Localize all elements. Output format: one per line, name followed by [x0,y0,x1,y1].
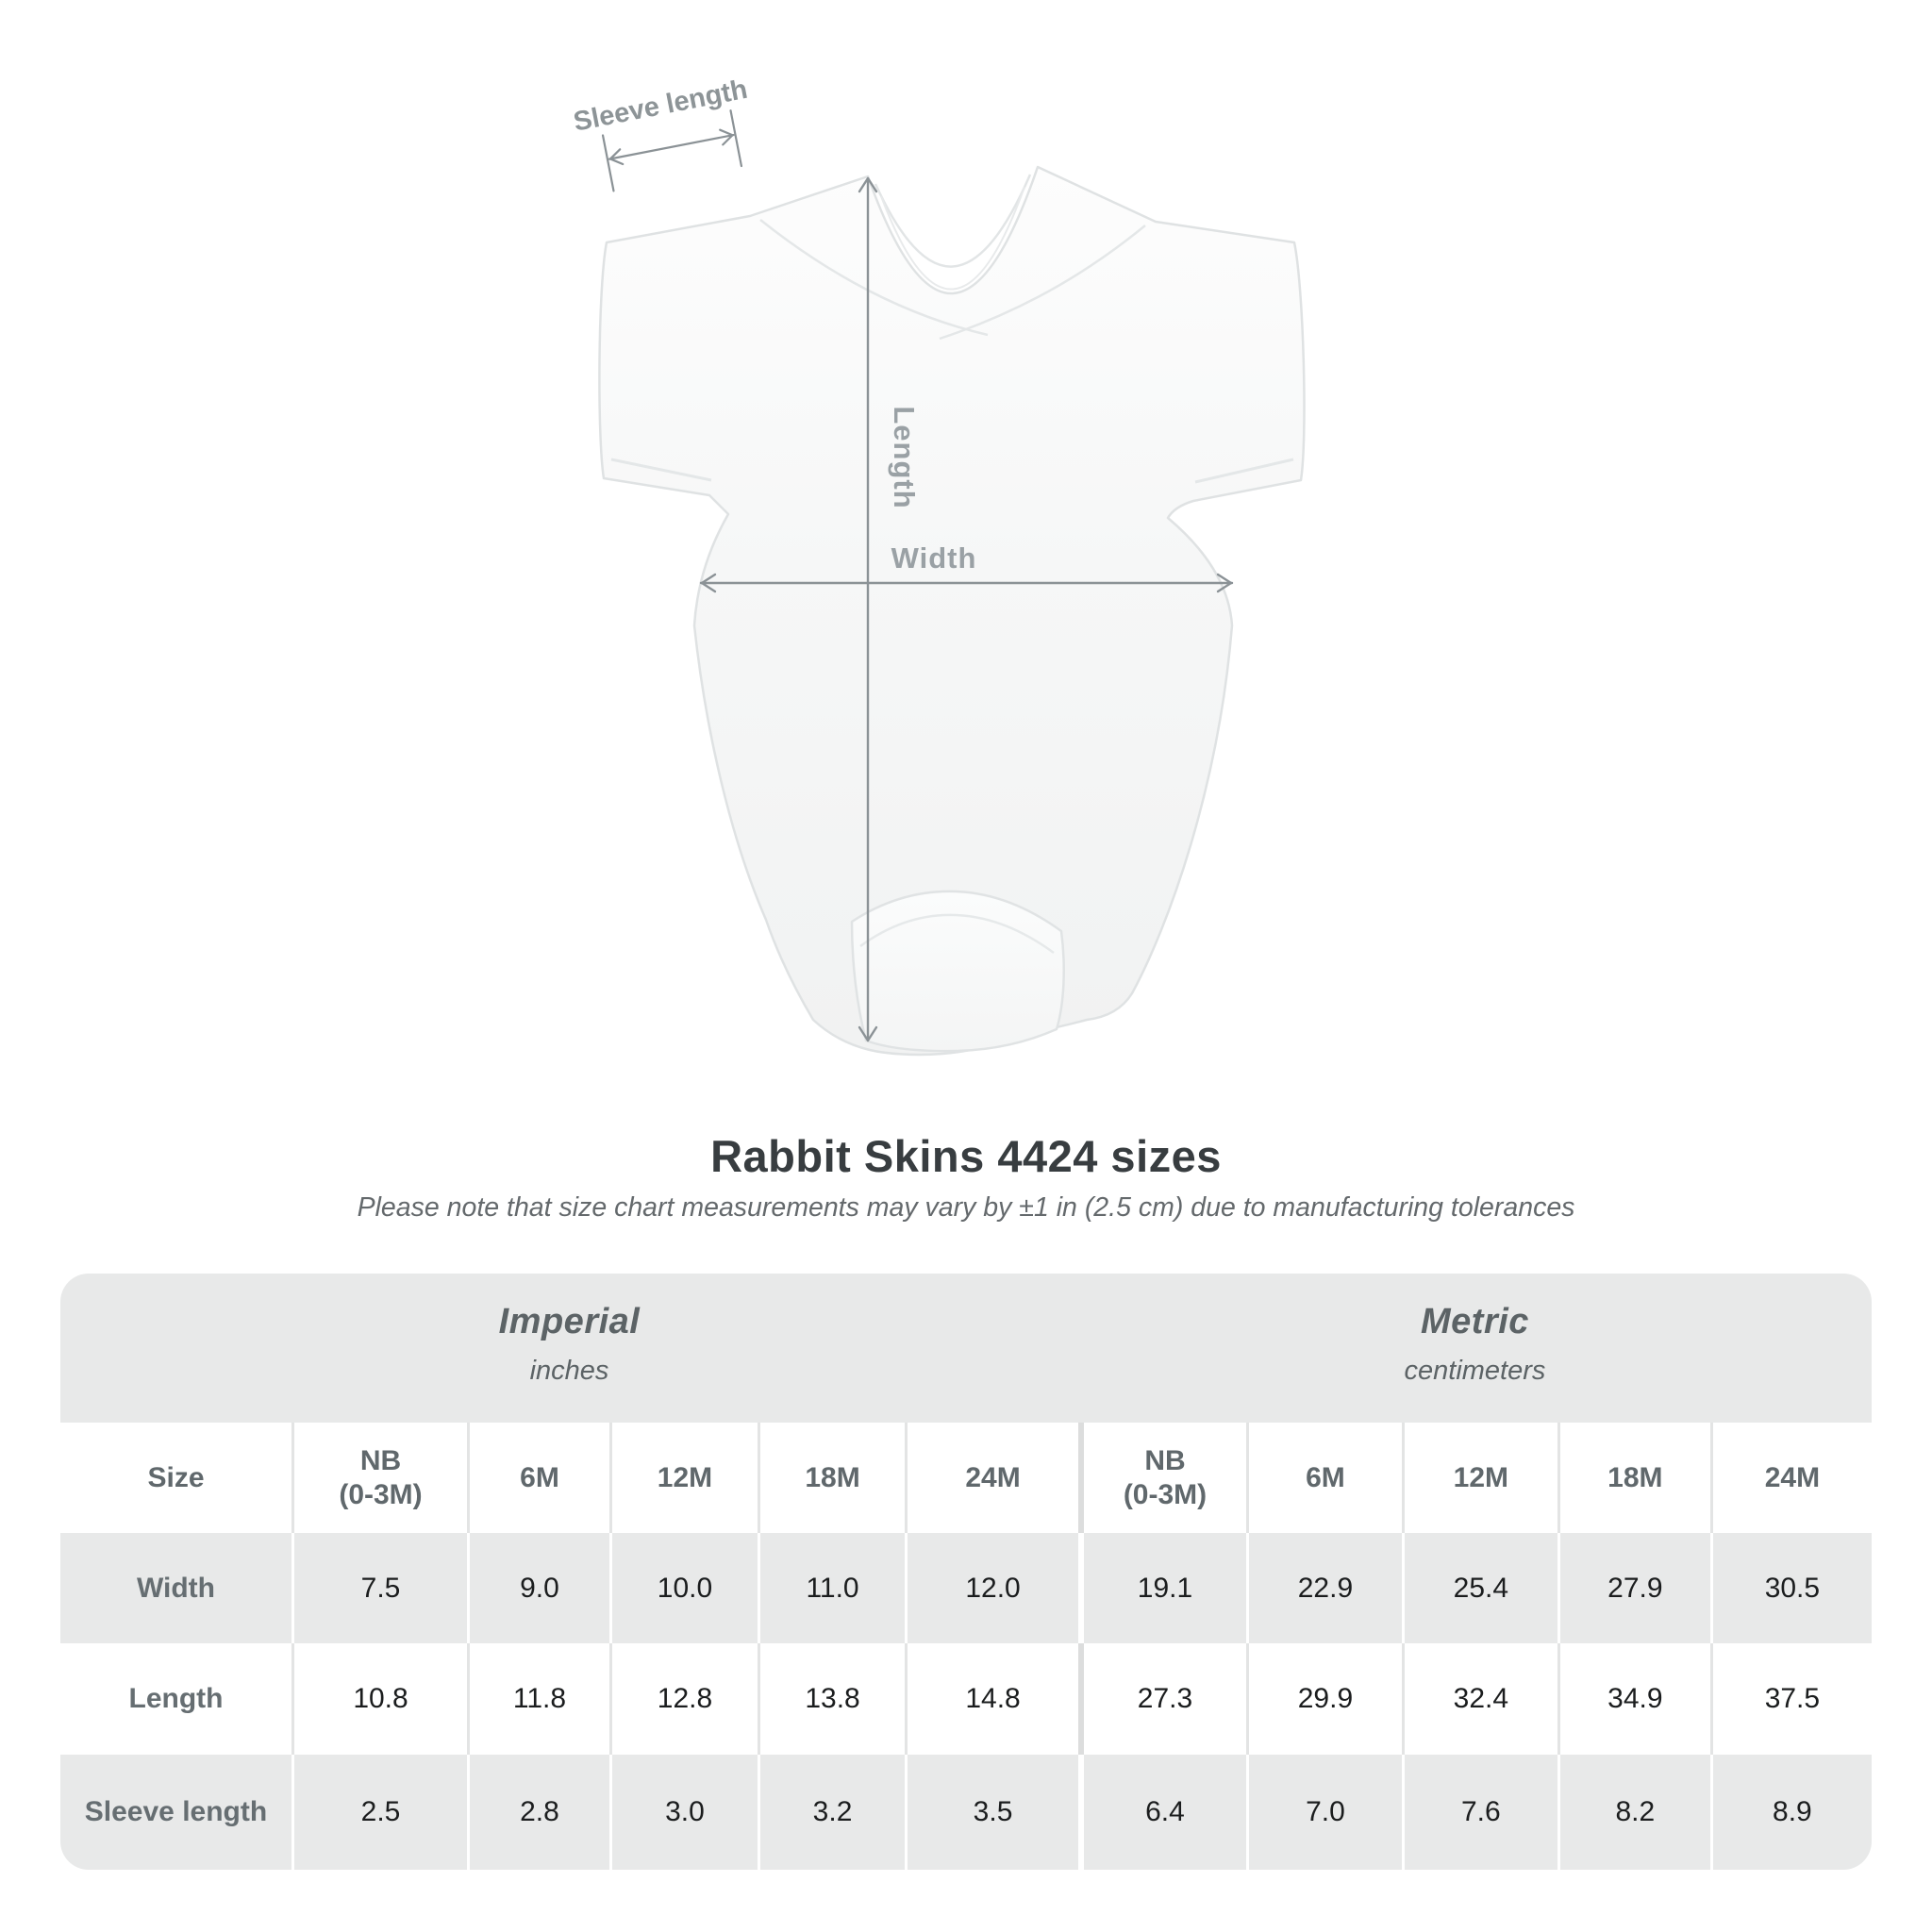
sleeve-imperial-nb: 2.5 [291,1755,467,1870]
col-header-metric-6m: 6M [1246,1423,1402,1533]
size-table [60,1274,1872,1870]
size-column-header: Size [147,1461,205,1493]
width-imperial-6m: 9.0 [467,1533,609,1643]
length-metric-18m: 34.9 [1557,1643,1710,1755]
sleeve-length-arrow [571,75,761,196]
metric-group-header [1078,1274,1872,1423]
col-header-imperial-12m: 12M [609,1423,758,1533]
sleeve-metric-24m: 8.9 [1710,1755,1872,1870]
imperial-group-header [60,1274,1078,1423]
length-metric-6m: 29.9 [1246,1643,1402,1755]
width-metric-6m: 22.9 [1246,1533,1402,1643]
sleeve-length-label: Sleeve length [571,74,751,138]
metric-unit-label: centimeters [1404,1356,1546,1386]
width-metric-24m: 30.5 [1710,1533,1872,1643]
sleeve-imperial-6m: 2.8 [467,1755,609,1870]
width-imperial-12m: 10.0 [609,1533,758,1643]
sleeve-metric-12m: 7.6 [1402,1755,1557,1870]
col-header-metric-12m: 12M [1402,1423,1557,1533]
col-header-metric-24m: 24M [1710,1423,1872,1533]
tolerance-note: Please note that size chart measurements may vary by ±1 in (2.5 cm) due to manufacturing tolerances [357,1192,1575,1223]
col-header-imperial-6m: 6M [467,1423,609,1533]
sleeve-imperial-18m: 3.2 [758,1755,905,1870]
row-label-length: Length [128,1683,224,1715]
length-metric-nb: 27.3 [1078,1643,1246,1755]
onesie-body-shape [599,167,1304,1055]
sleeve-imperial-12m: 3.0 [609,1755,758,1870]
imperial-label: Imperial [498,1302,641,1341]
row-label-width: Width [136,1572,215,1604]
bodysuit-illustration [566,71,1321,1080]
length-label: Length [888,406,921,509]
sleeve-imperial-24m: 3.5 [905,1755,1078,1870]
table-row-sleeve-length [60,1755,1872,1870]
row-label-sleeve-length: Sleeve length [84,1796,268,1828]
length-metric-24m: 37.5 [1710,1643,1872,1755]
col-header-imperial-18m: 18M [758,1423,905,1533]
width-metric-18m: 27.9 [1557,1533,1710,1643]
width-imperial-24m: 12.0 [905,1533,1078,1643]
length-imperial-18m: 13.8 [758,1643,905,1755]
col-header-imperial-nb: NB (0-3M) [291,1423,467,1533]
width-metric-12m: 25.4 [1402,1533,1557,1643]
col-header-metric-18m: 18M [1557,1423,1710,1533]
width-imperial-18m: 11.0 [758,1533,905,1643]
col-header-imperial-24m: 24M [905,1423,1078,1533]
width-metric-nb: 19.1 [1078,1533,1246,1643]
width-imperial-nb: 7.5 [291,1533,467,1643]
length-imperial-nb: 10.8 [291,1643,467,1755]
col-header-metric-nb: NB (0-3M) [1078,1423,1246,1533]
page-title: Rabbit Skins 4424 sizes [710,1131,1222,1181]
length-metric-12m: 32.4 [1402,1643,1557,1755]
imperial-unit-label: inches [529,1356,609,1386]
size-header-row [60,1423,1872,1533]
sleeve-metric-6m: 7.0 [1246,1755,1402,1870]
length-imperial-12m: 12.8 [609,1643,758,1755]
metric-label: Metric [1421,1302,1529,1341]
width-label: Width [891,541,977,575]
length-imperial-24m: 14.8 [905,1643,1078,1755]
sleeve-metric-18m: 8.2 [1557,1755,1710,1870]
bodysuit-diagram [566,71,1321,1080]
sleeve-metric-nb: 6.4 [1078,1755,1246,1870]
length-imperial-6m: 11.8 [467,1643,609,1755]
table-row-length [60,1643,1872,1755]
table-row-width [60,1533,1872,1643]
unit-band [60,1274,1872,1423]
